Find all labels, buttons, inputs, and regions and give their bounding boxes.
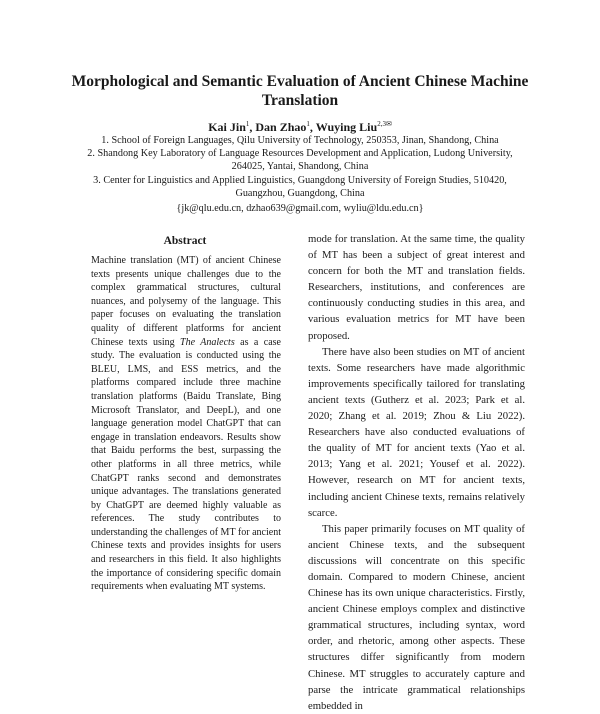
author-separator: ,	[309, 120, 316, 134]
author-name: Dan Zhao	[255, 120, 307, 134]
abstract-heading: Abstract	[163, 235, 207, 247]
author-emails: {jk@qlu.edu.cn, dzhao639@gmail.com, wyliu@ldu.edu.cn}	[176, 203, 424, 214]
affiliation-3: 3. Center for Linguistics and Applied Linguistics, Guangdong University of Foreign Studies, 510420, Guangzhou, Guangdong, China	[93, 174, 507, 199]
author-affiliation-mark: 1	[245, 120, 250, 128]
affiliation-1: 1. School of Foreign Languages, Qilu University of Technology, 250353, Jinan, Shandong, China	[101, 135, 499, 146]
abstract-body	[91, 254, 281, 594]
intro-paragraph-3: This paper primarily focuses on MT quality of ancient Chinese texts, and the subsequent discussions will concentrate on this specific domain. Compared to modern Chinese, ancient Chinese has its own unique characteristics. Firstly, ancient Chinese employs complex and distinctive grammatical structures, including syntax, word order, and rhetoric, among other aspects. These structures differ significantly from modern Chinese. MT struggles to accurately capture and parse the intricate grammatical relationships embedded in	[308, 522, 525, 712]
author-list	[60, 120, 540, 134]
author-name: Wuying Liu	[315, 120, 378, 134]
abstract-text: Machine translation (MT) of ancient Chinese texts presents unique challenges due to the complex grammatical structures, cultural nuances, and polysemy of the language. This paper focuses on evaluating the translation quality of different platforms for ancient Chinese texts using	[91, 255, 281, 348]
paper-title: Morphological and Semantic Evaluation of Ancient Chinese Machine Translation	[71, 73, 529, 109]
affiliation-2: 2. Shandong Key Laboratory of Language Resources Development and Application, Ludong University, 264025, Yantai, Shandong, China	[87, 148, 513, 173]
author-affiliation-mark: 1	[306, 120, 310, 128]
intro-paragraph-2: There have also been studies on MT of ancient texts. Some researchers have made algorithmic improvements specifically tailored for translating ancient texts (Gutherz et al. 2023; Park et al. 2020; Zhang et al. 2019; Zhou & Liu 2022). Researchers have also conducted evaluations of the quality of MT for ancient texts (Yao et al. 2013; Yang et al. 2021; Yousef et al. 2022). However, research on MT for ancient texts, including ancient Chinese texts, remains relatively scarce.	[308, 345, 525, 519]
author-name: Kai Jin	[208, 120, 246, 134]
book-title: The Analects	[180, 336, 235, 348]
author-separator: ,	[249, 120, 256, 134]
abstract-paragraph	[91, 254, 281, 594]
affiliations	[80, 134, 520, 200]
intro-column	[308, 231, 525, 714]
abstract-text: as a case study. The evaluation is conducted using the BLEU, LMS, and ESS metrics, and the platforms compared include three machine translation platforms (Baidu Translate, Bing Microsoft Translator, and DeepL), and one language generation model ChatGPT that can engage in translation endeavors. Results show that Baidu performs the best, surpassing the other platforms in all three metrics, while ChatGPT ranks second and demonstrates unique advantages. The translations generated by ChatGPT are deemed highly valuable as references. The study contributes to understanding the challenges of MT for ancient Chinese texts and provides insights for users and researchers in this field. It also highlights the importance of considering specific domain requirements when evaluating MT systems.	[91, 336, 281, 593]
author-affiliation-mark-with-mail-icon: 2,3✉	[377, 120, 392, 128]
intro-paragraph-1: mode for translation. At the same time, the quality of MT has been a subject of great interest and concern for both the MT and translation fields. Researchers, institutions, and conferences are continuously conducting studies in this area, and various evaluation metrics for MT have been proposed.	[308, 233, 525, 342]
